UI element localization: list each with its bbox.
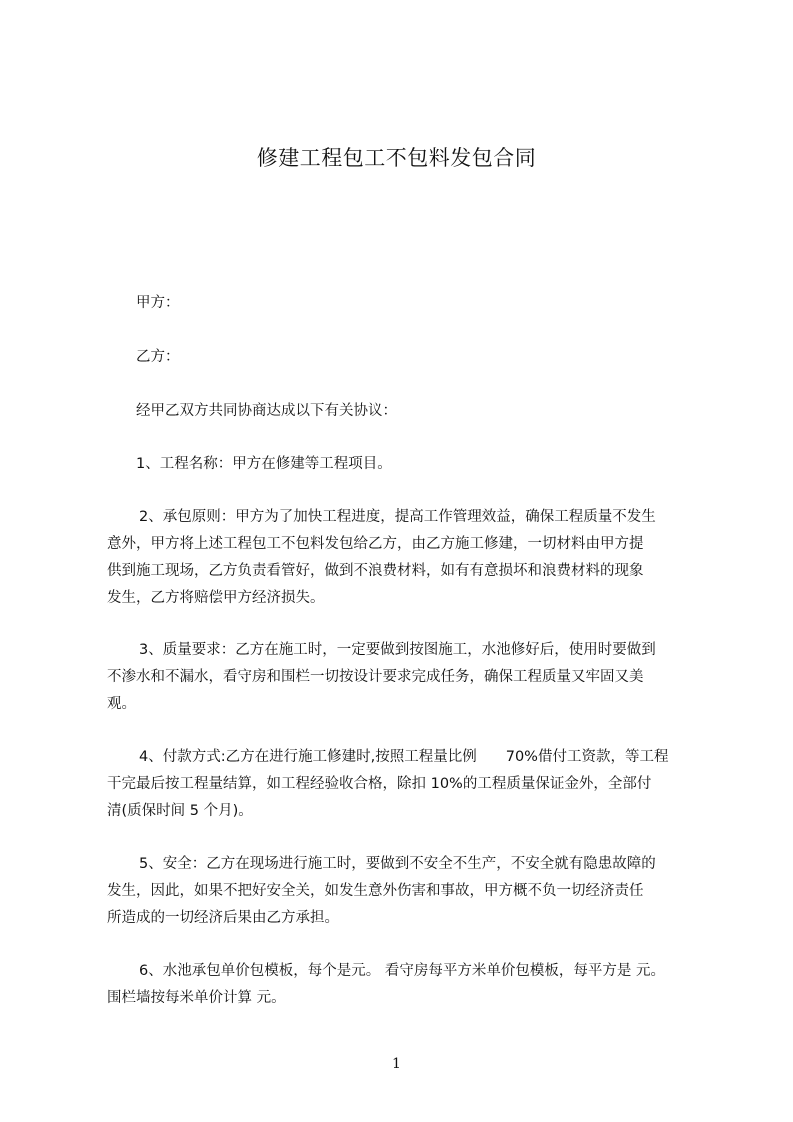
clause-2-line-3: 供到施工现场，乙方负责看管好，做到不浪费材料，如有有意损坏和浪费材料的现象 [107,563,644,579]
clause-3-line-2: 不渗水和不漏水，看守房和围栏一切按设计要求完成任务，确保工程质量又牢固又美 [107,669,644,685]
clause-4-line-3: 清(质保时间 5 个月)。 [107,803,253,819]
clause-2-line-1: 2、承包原则：甲方为了加快工程进度，提高工作管理效益，确保工程质量不发生 [139,509,656,525]
clause-6-line-1: 6、水池承包单价包模板，每个是元。 看守房每平方米单价包模板，每平方是 元。 [139,963,665,979]
clause-6-line-2: 围栏墙按每米单价计算 元。 [107,990,286,1006]
clause-2-line-2: 意外，甲方将上述工程包工不包料发包给乙方，由乙方施工修建，一切材料由甲方提 [107,536,644,552]
intro-paragraph: 经甲乙双方共同协商达成以下有关协议： [136,403,397,419]
clause-1-line-1: 1、工程名称：甲方在修建等工程项目。 [136,456,392,472]
page-number: 1 [392,1056,401,1072]
party-b-label: 乙方： [136,349,180,365]
clause-5-line-3: 所造成的一切经济后果由乙方承担。 [107,910,339,926]
clause-3-line-1: 3、质量要求：乙方在施工时，一定要做到按图施工，水池修好后，使用时要做到 [139,642,656,658]
document-title: 修建工程包工不包料发包合同 [256,146,537,170]
clause-5-line-2: 发生，因此，如果不把好安全关，如发生意外伤害和事故，甲方概不负一切经济责任 [107,883,644,899]
clause-3-line-3: 观。 [107,696,136,712]
clause-4-line-1: 4、付款方式:乙方在进行施工修建时,按照工程量比例 70%借付工资款，等工程 [139,749,669,765]
clause-2-line-4: 发生，乙方将赔偿甲方经济损失。 [107,590,325,606]
party-a-label: 甲方： [136,295,180,311]
clause-5-line-1: 5、安全：乙方在现场进行施工时，要做到不安全不生产，不安全就有隐患故障的 [139,856,656,872]
clause-4-line-2: 干完最后按工程量结算，如工程经验收合格，除扣 10%的工程质量保证金外，全部付 [107,776,652,792]
